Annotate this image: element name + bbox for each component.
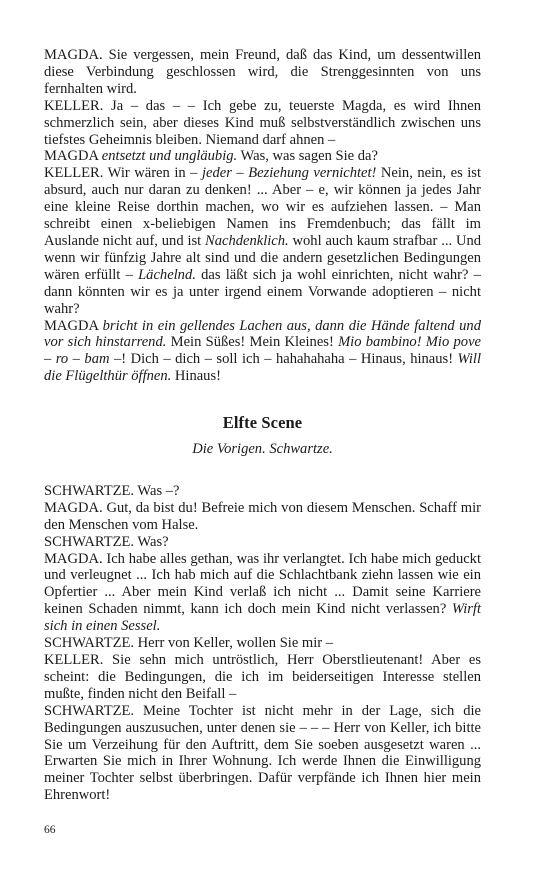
scene-title: Elfte Scene [222, 413, 303, 433]
page-number: 66 [44, 824, 56, 836]
stage-direction: Wirft sich in einen Sessel. [44, 601, 481, 635]
dialogue-section-top [44, 47, 481, 385]
dialogue-text: Hinaus! [171, 368, 221, 385]
dialogue-text: MAGDA. Ich habe alles gethan, was ihr verlangtet. Ich habe mich geduckt und verleugnet ... Ich hab mich auf die Schlachtbank ziehn lassen wie ein Opfertier ... Aber mein Kind verlaß ich nicht ... Damit seine Karriere keinen Schaden nimmt, kann ich doch mein Kind nicht verlassen? [44, 550, 481, 618]
stage-direction: bricht in ein gellendes Lachen aus, dann die Hände faltend und vor sich hinstarrend. [44, 317, 481, 351]
dialogue-text: Mein Süßes! Mein Kleines! [166, 334, 339, 351]
dialogue-text: KELLER. Ja – das – – Ich gebe zu, teuerste Magda, es wird Ihnen schmerzlich sein, aber dieses Kind muß selbstverständlich zwischen uns tiefstes Geheimnis bleiben. Niemand darf ahnen – [44, 97, 481, 148]
dialogue-text: MAGDA. Sie vergessen, mein Freund, daß das Kind, um dessentwillen diese Verbindung geschlossen wird, die Strenggesinnten von uns fernhalten wird. [44, 47, 481, 97]
dialogue-paragraph [44, 635, 481, 652]
dialogue-paragraph [44, 703, 481, 804]
stage-direction: jeder – Beziehung vernichtet! [202, 165, 377, 182]
dialogue-paragraph [44, 47, 481, 98]
dialogue-text: SCHWARTZE. Was –? [44, 482, 180, 499]
stage-direction: Will die Flügelthür öffnen. [44, 351, 481, 385]
dialogue-text: MAGDA. Gut, da bist du! Befreie mich von diesem Menschen. Schaff mir den Menschen vom Halse. [44, 499, 481, 533]
dialogue-text: wohl auch kaum strafbar ... Und wenn wir fünfzig Jahre alt sind und die andern gesetzlichen Bedingungen wären erfüllt – [44, 232, 482, 283]
dialogue-text: SCHWARTZE. Herr von Keller, wollen Sie mir – [44, 635, 334, 652]
dialogue-paragraph [44, 483, 481, 500]
dialogue-text: SCHWARTZE. Meine Tochter ist nicht mehr in der Lage, sich die Bedingungen auszusuchen, unter denen sie – – – Herr von Keller, ich bitte Sie um Verzeihung für den Auftritt, dem Sie soeben ausgesetzt waren ... Erwarten Sie mich in Ihrer Wohnung. Ich werde Ihnen die Einwilligung meiner Tochter selbst überbringen. Dafür verpfände ich Ihnen hier mein Ehrenwort! [44, 702, 481, 804]
dialogue-text: KELLER. Sie sehn mich untröstlich, Herr Oberstlieutenant! Aber es scheint: die Bedingungen, die ich im beiderseitigen Interesse stellen mußte, finden nicht den Beifall – [44, 652, 481, 702]
stage-direction: Mio bambino! Mio pove – ro – bam [44, 334, 481, 368]
stage-direction: entsetzt und ungläubig. [101, 148, 238, 165]
dialogue-paragraph [44, 500, 481, 534]
dialogue-paragraph [44, 98, 481, 149]
dialogue-text: Nein, nein, es ist absurd, auch nur daran zu denken! ... Aber – e, wir können ja jedes Jahr eine kleine Reise dorthin machen, wo wir es aufziehen lassen. – Man schreibt einen x-beliebigen Namen ins Fremdenbuch; das fällt im Auslande nicht auf, und ist [44, 165, 482, 249]
stage-direction: Lächelnd. [138, 266, 196, 283]
dialogue-paragraph [44, 148, 481, 165]
stage-direction: Nachdenklich. [205, 232, 289, 249]
dialogue-text: KELLER. Wir wären in – [44, 165, 202, 182]
scene-subtitle: Die Vorigen. Schwartze. [192, 441, 333, 458]
dialogue-text: MAGDA [44, 148, 102, 165]
dialogue-paragraph [44, 551, 481, 636]
dialogue-text: MAGDA [44, 317, 103, 334]
dialogue-paragraph [44, 652, 481, 703]
dialogue-text: –! Dich – dich – soll ich – hahahahaha – Hinaus, hinaus! [109, 351, 458, 368]
dialogue-paragraph [44, 165, 481, 317]
dialogue-paragraph [44, 318, 481, 386]
dialogue-text: SCHWARTZE. Was? [44, 533, 169, 550]
dialogue-text: Was, was sagen Sie da? [237, 148, 378, 165]
dialogue-section-bottom [44, 483, 481, 804]
dialogue-paragraph [44, 534, 481, 551]
dialogue-text: das läßt sich ja wohl einrichten, nicht wahr? – dann könnten wir es ja unter irgend einem Vorwande adoptieren – nicht wahr? [44, 266, 481, 317]
